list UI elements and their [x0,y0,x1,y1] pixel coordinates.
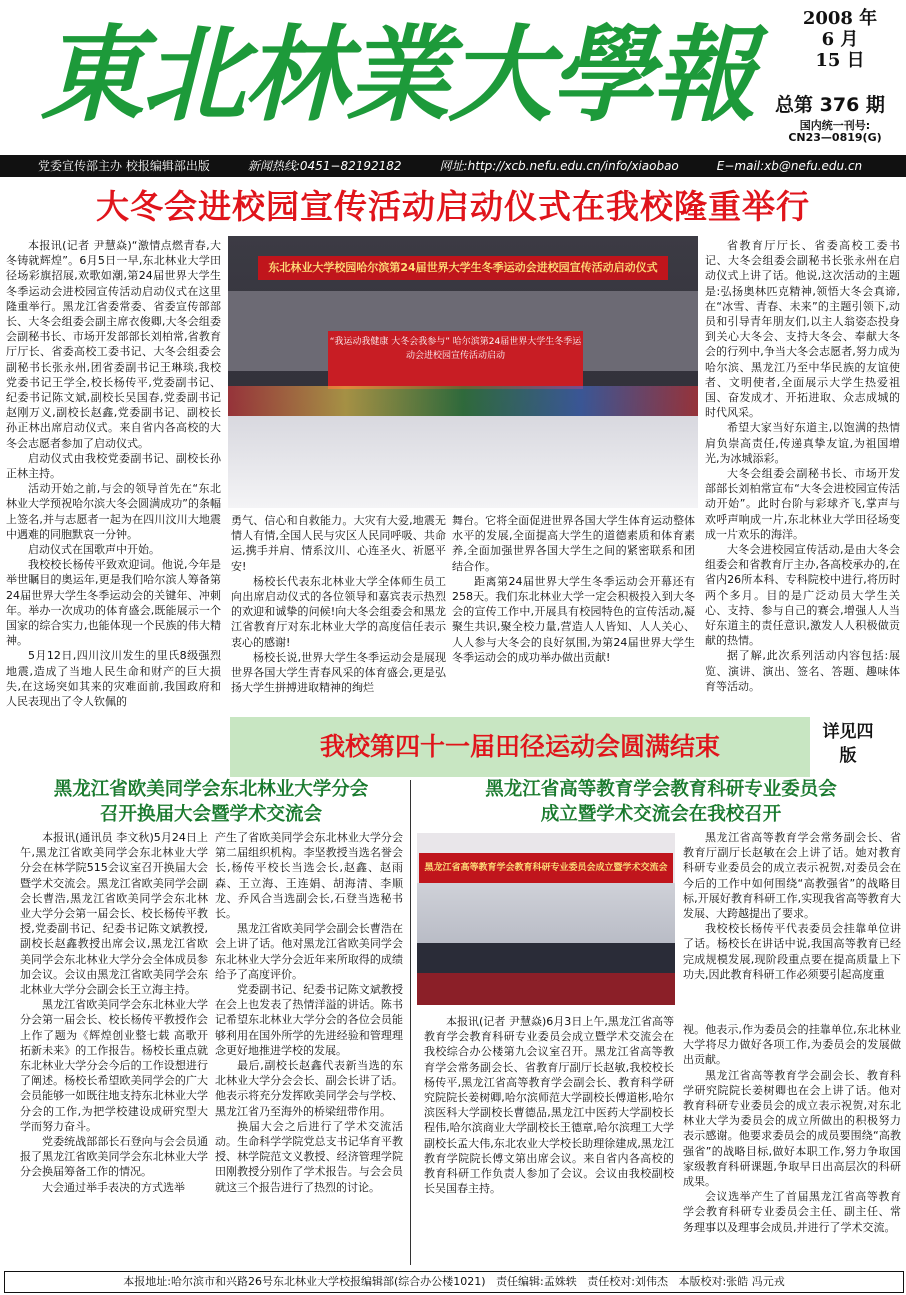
paragraph: 勇气、信心和自救能力。大灾有大爱,地震无情人有情,全国人民与灾区人民同呼吸、共命运,携手并肩、情系汶川、心连圣火、祈愿平安! [231,514,446,573]
photo-crowd [228,416,698,508]
cn-number-block [765,120,905,144]
headline-line: 黑龙江省欧美同学会东北林业大学分会 [53,779,369,800]
paragraph: 本报讯(通讯员 李文秋)5月24日上午,黑龙江省欧美同学会东北林业大学分会在林学院515会议室召开换届大会暨学术交流会。黑龙江省欧美同学会副会长曹浩,黑龙江省欧美同学会东北林业大学分会第一届会长、校长杨传平教授,党委副书记、纪委书记陈文斌教授,副校长赵鑫教授出席会议,黑龙江省欧美同学会东北林业大学分会全体成员参加会议。会议由黑龙江省欧美同学会东北林业大学分会副会长王立海主持。 [20,831,208,997]
paragraph: 大冬会组委会副秘书长、市场开发部部长刘柏常宣布“大冬会进校园宣传活动开始”。此时台阶与彩球齐飞,掌声与欢呼声响成一片,东北林业大学田径场变成一片欢乐的海洋。 [705,467,900,541]
paragraph: 省教育厅厅长、省委高校工委书记、大冬会组委会副秘书长张永州在启动仪式上讲了话。他说,这次活动的主题是:弘扬奥林匹克精神,领悟大冬会真谛,在“冰雪、青春、未来”的主题引领下,动员和引导青年朋友们,以主人翁姿态投身到关心大冬会、支持大冬会、奉献大冬会的行列中,争当大冬会志愿者,努力成为哈尔滨、黑龙江乃至中华民族的友谊使者、文明使者,全面展示大学生热爱祖国、奋发成才、开拓进取、众志成城的时代风采。 [705,239,900,420]
issue-number: 总第 376 期 [775,94,885,116]
left-article-column-2 [215,830,403,1268]
photo-wall [417,883,675,943]
paragraph: 活动开始之前,与会的领导首先在“东北林业大学预祝哈尔滨大冬会圆满成功”的条幅上签名,并与志愿者一起为在四川汶川大地震中遇难的同胞默哀一分钟。 [6,482,221,541]
main-article-column-4 [705,238,900,713]
news-hotline: 新闻热线:0451−82192182 [247,159,402,173]
paragraph: 大冬会进校园宣传活动,是由大冬会组委会和省教育厅主办,各高校承办的,在省内26所本科、专科院校中进行,将历时两个多月。目的是广泛动员大学生关心、支持、参与自己的赛会,增强人人当好东道主的责任意识,激发人人积极做贡献的热情。 [705,543,900,648]
paragraph: 换届大会之后进行了学术交流活动。生命科学学院党总支书记华育平教授、林学院范文义教授、经济管理学院田刚教授分别作了学术报告。与会会员就这三个报告进行了热烈的讨论。 [215,1119,403,1194]
right-article-column-top [683,830,901,1022]
sports-headline-band [230,717,810,777]
footer-proofreader: 责任校对:刘伟杰 [587,1275,668,1288]
photo-banner-text: 东北林业大学校园哈尔滨第24届世界大学生冬季运动会进校园宣传活动启动仪式 [258,256,668,280]
publisher-info: 党委宣传部主办 校报编辑部出版 [38,159,210,173]
paragraph: 产生了省欧美同学会东北林业大学分会第二届组织机构。李坚教授当选名誉会长,杨传平校长当选会长,赵鑫、赵雨森、王立海、王连娟、胡海清、李顺龙、乔风合当选副会长,石登当选秘书长。 [215,831,403,921]
cn-number: CN23—0819(G) [788,131,882,144]
see-page-four: 详见四版 [822,722,874,766]
headline-line: 召开换届大会暨学术交流会 [99,804,322,825]
date-year: 2008 年 [802,8,878,29]
headline-line: 黑龙江省高等教育学会教育科研专业委员会 [485,779,837,800]
paragraph: 最后,副校长赵鑫代表新当选的东北林业大学分会会长、副会长讲了话。他表示将充分发挥欧美同学会与学校、黑龙江省乃至海外的桥梁纽带作用。 [215,1059,403,1118]
paragraph: 黑龙江省欧美同学会副会长曹浩在会上讲了话。他对黑龙江省欧美同学会东北林业大学分会近年来所取得的成绩给予了高度评价。 [215,922,403,981]
paragraph: 黑龙江省欧美同学会东北林业大学分会第一届会长、校长杨传平教授作会上作了题为《辉煌创业整七载 高歌开拓新未来》的工作报告。杨校长重点就东北林业大学分会今后的工作设想进行了阐述。杨校长希望欧美同学会的广大会员能够一如既往地支持东北林业大学分会的工作,为把学校建设成研究型大学而努力奋斗。 [20,998,208,1133]
main-article-column-3 [452,513,695,713]
paragraph: 党委副书记、纪委书记陈文斌教授在会上也发表了热情洋溢的讲话。陈书记希望东北林业大学分会的各位会员能够利用在国外所学的先进经验和管理理念更好地推进学校的发展。 [215,983,403,1057]
photo-officials [417,943,675,973]
column-divider [410,780,411,1265]
main-article-column-1 [6,238,221,718]
cn-label: 国内统一刊号: [799,119,871,132]
footer-editor: 责任编辑:孟姝轶 [496,1275,577,1288]
paragraph: 我校校长杨传平代表委员会挂靠单位讲了话。杨校长在讲话中说,我国高等教育已经完成规模发展,现阶段重点要在提高质量上下功夫,因此教育科研工作必须要引起高度重 [683,922,901,981]
date-day: 15 日 [815,50,865,71]
newspaper-masthead: 東北林業大學報 [40,13,755,136]
paragraph: 启动仪式由我校党委副书记、副校长孙正林主持。 [6,451,221,481]
photo-stage-banner: “我运动我健康 大冬会我参与” 哈尔滨第24届世界大学生冬季运动会进校园宣传活动启动 [328,331,583,389]
headline-line: 成立暨学术交流会在我校召开 [540,804,782,825]
paragraph: 5月12日,四川汶川发生的里氏8级强烈地震,造成了当地人民生命和财产的巨大损失,在这场突如其来的灾难面前,我国政府和人民表现出了令人钦佩的 [6,649,221,709]
right-article-column-left [424,1014,674,1264]
paragraph: 大会通过举手表决的方式选举 [42,1180,185,1194]
paragraph: 党委统战部部长石登向与会会员通报了黑龙江省欧美同学会东北林业大学分会换届筹备工作的情况。 [20,1135,208,1179]
paragraph: 舞台。它将全面促进世界各国大学生体育运动整体水平的发展,全面提高大学生的道德素质和体育素养,全面加强世界各国大学生之间的紧密联系和团结合作。 [452,514,695,573]
date-block [780,8,900,71]
paragraph: 杨校长说,世界大学生冬季运动会是展现世界各国大学生青春风采的体育盛会,更是弘扬大学生拼搏进取精神的绚烂 [231,650,446,695]
website-link[interactable]: 网址:http://xcb.nefu.edu.cn/info/xiaobao [439,159,679,173]
paragraph: 会议选举产生了首届黑龙江省高等教育学会教育科研专业委员会主任、副主任、常务理事以及理事会成员,并进行了学术交流。 [683,1190,901,1234]
paragraph: 我校校长杨传平致欢迎词。他说,今年是举世瞩目的奥运年,更是我们哈尔滨人筹备第24届世界大学生冬季运动会的关键年、冲刺年。举办一次成功的体育盛会,既能展示一个国家的综合实力,也能体现一个民族的伟大精神。 [6,558,221,648]
date-month: 6 月 [821,29,859,50]
email-link[interactable]: E−mail:xb@nefu.edu.cn [716,159,863,173]
main-article-column-2 [231,513,446,713]
paragraph: 黑龙江省高等教育学会常务副会长、省教育厅副厅长赵敏在会上讲了话。她对教育科研专业委员会的成立表示祝贺,对委员会在今后的工作中如何围绕“高教强省”的战略目标,开展好教育科研工作,实现我省高等教育大发展、大跨越提出了要求。 [683,831,901,921]
info-bar [0,155,906,177]
main-headline: 大冬会进校园宣传活动启动仪式在我校隆重举行 [96,187,810,226]
footer-page-proofreader: 本版校对:张皓 冯元戎 [678,1275,785,1288]
paragraph: 本报讯(记者 尹慧焱)6月3日上午,黑龙江省高等教育学会教育科研专业委员会成立暨学术交流会在我校综合办公楼第九会议室召开。黑龙江省高等教育学会常务副会长、省教育厅副厅长赵敏,我校校长杨传平,黑龙江省高等教育学会副会长、教育科学研究院院长姜树卿,哈尔滨师范大学副校长傅道彬,哈尔滨医科大学副校长曹德品,黑龙江中医药大学副校长程伟,哈尔滨商业大学副校长王德章,哈尔滨理工大学副校长孟大伟,东北农业大学校长助理徐建成,黑龙江教育学院院长傅文第出席会议。来自省内各高校的教育科研工作负责人参加了会议。会议由我校副校长吴国春主持。 [424,1015,674,1196]
right-article-column-right [683,1022,901,1266]
left-article-headline [2,777,420,827]
photo-flags [228,386,698,416]
sports-headline: 我校第四十一届田径运动会圆满结束 [319,732,720,761]
paragraph: 启动仪式在国歌声中开始。 [28,543,160,557]
photo-table [417,973,675,1005]
paragraph: 视。他表示,作为委员会的挂靠单位,东北林业大学将尽力做好各项工作,为委员会的发展做出贡献。 [683,1023,901,1067]
paragraph: 黑龙江省高等教育学会副会长、教育科学研究院院长姜树卿也在会上讲了话。他对教育科研专业委员会的成立表示祝贺,对东北林业大学为委员会的成立所做出的积极努力表示感谢。他要求委员会的成员要围绕“高教强省”的战略目标,做好本职工作,努力争取国家级教育科研课题,争取早日出高层次的科研成果。 [683,1068,901,1189]
paragraph: 距离第24届世界大学生冬季运动会开幕还有258天。我们东北林业大学一定会积极投入到大冬会的宣传工作中,开展具有校园特色的宣传活动,凝聚生共识,聚全校力量,营造人人皆知、人人关心、人人参与大冬会的良好氛围,为第24届世界大学生冬季运动会的成功举办做出贡献! [452,574,695,664]
ceremony-photo [228,236,698,508]
paragraph: 杨校长代表东北林业大学全体师生员工向出席启动仪式的各位领导和嘉宾表示热烈的欢迎和诚挚的问候!向大冬会组委会和黑龙江省教育厅对东北林业大学的高度信任表示衷心的感谢! [231,574,446,649]
footer-address: 本报地址:哈尔滨市和兴路26号东北林业大学校报编辑部(综合办公楼1021) [123,1275,486,1288]
paragraph: 据了解,此次系列活动内容包括:展览、演讲、演出、签名、答题、趣味体育等活动。 [705,649,900,693]
meeting-photo [417,833,675,1005]
footer-bar [4,1271,904,1293]
paragraph: 希望大家当好东道主,以饱满的热情肩负崇高责任,传递真挚友谊,为祖国增光,为冰城添彩。 [705,421,900,465]
paragraph: 本报讯(记者 尹慧焱)“激情点燃青春,大冬铸就辉煌”。6月5日一早,东北林业大学田径场彩旗招展,欢歌如潮,第24届世界大学生冬季运动会进校园宣传活动启动仪式在这里隆重举行。黑龙江省委常委、省委宣传部部长、大冬会组委会副主席衣俊卿,大冬会组委会副秘书长、市场开发部部长刘柏常,省教育厅厅长、省委高校工委书记、大冬会组委会副秘书长张永州,团省委副书记王琳琰,我校党委书记王学全,校长杨传平,党委副书记、纪委书记陈文斌,副校长吴国春,党委副书记赵刚万义,副校长赵鑫,党委副书记、副校长孙正林出席启动仪式。来自省内各高校的大冬会志愿者参加了启动仪式。 [6,239,221,450]
photo-banner-text: 黑龙江省高等教育学会教育科研专业委员会成立暨学术交流会 [419,853,673,883]
right-article-headline [418,777,904,827]
left-article-column-1 [20,830,208,1268]
